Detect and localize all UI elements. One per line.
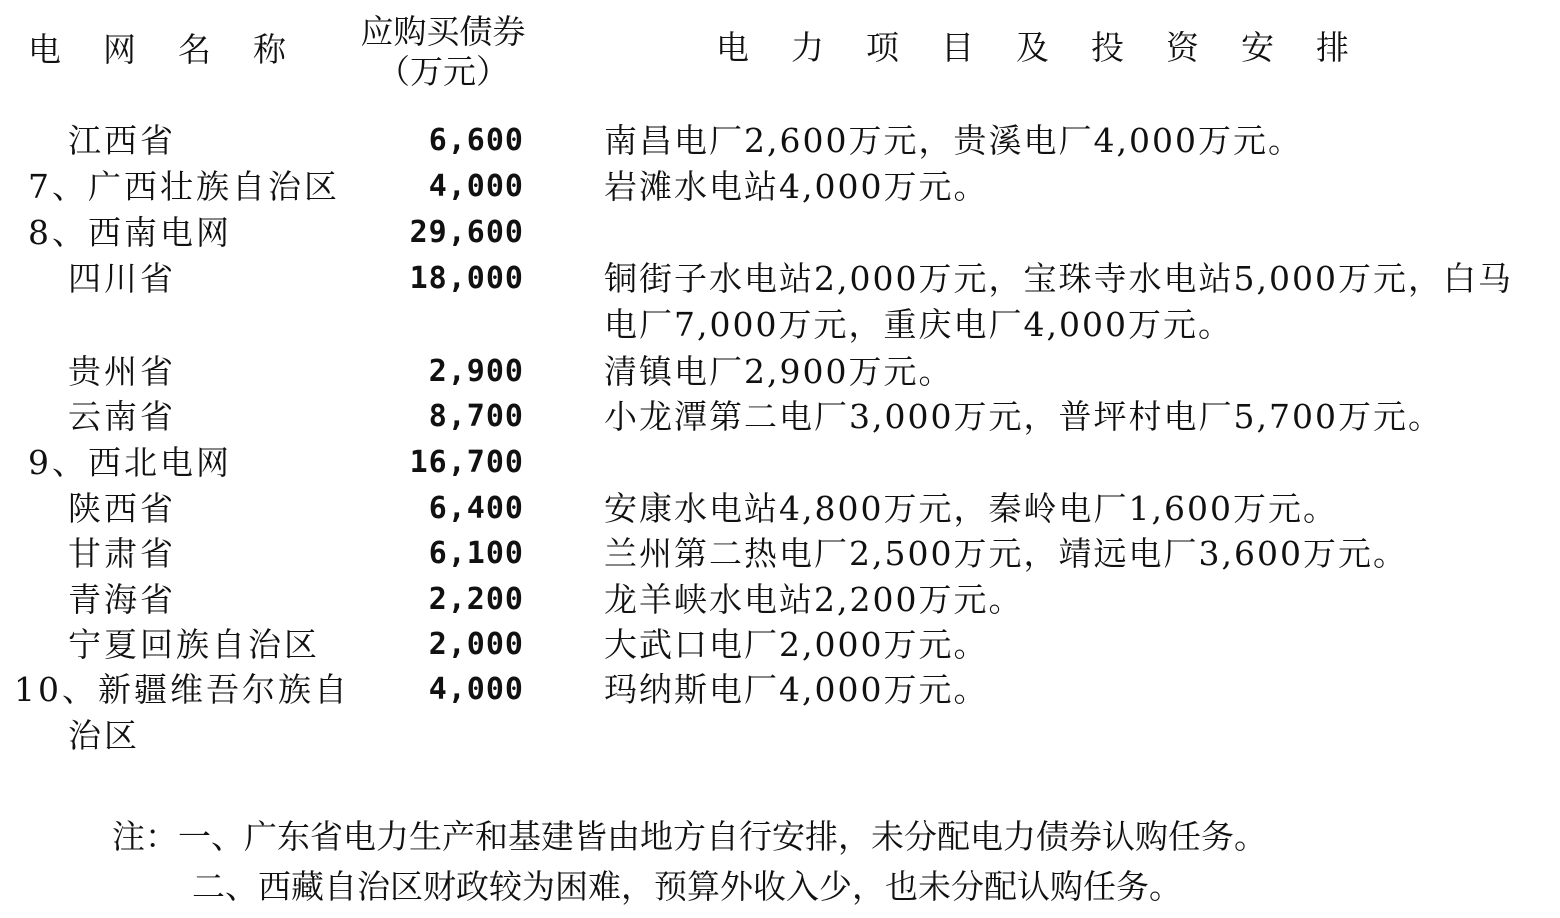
grid-name: 四川省 [68,259,176,298]
bond-amount: 6,100 [428,536,524,571]
project-allocation: 南昌电厂2,600万元，贵溪电厂4,000万元。 [604,121,1303,160]
project-allocation: 清镇电厂2,900万元。 [604,352,954,391]
bond-amount: 4,000 [428,672,524,707]
project-allocation: 玛纳斯电厂4,000万元。 [604,670,989,709]
project-allocation: 电厂7,000万元，重庆电厂4,000万元。 [604,305,1233,344]
column-header-bond-amount-unit: （万元） [377,52,509,91]
table-row [0,486,1560,532]
project-allocation: 龙羊峡水电站2,200万元。 [604,580,1024,619]
grid-name: 9、西北电网 [28,443,232,482]
table-row [0,302,1560,348]
project-allocation: 大武口电厂2,000万元。 [604,625,989,664]
table-row [0,394,1560,440]
table-row [0,577,1560,623]
project-allocation: 兰州第二热电厂2,500万元，靖远电厂3,600万元。 [604,534,1408,573]
grid-name: 8、西南电网 [28,213,232,252]
grid-name: 宁夏回族自治区 [68,625,320,664]
table-row [0,531,1560,577]
bond-amount: 6,600 [428,123,524,158]
grid-name: 江西省 [68,121,176,160]
grid-name: 7、广西壮族自治区 [28,167,340,206]
bond-amount: 2,900 [428,354,524,389]
table-row [0,349,1560,395]
grid-name: 云南省 [68,397,176,436]
table-row [0,256,1560,302]
column-header-bond-amount [348,14,538,90]
grid-name: 陕西省 [68,489,176,528]
project-allocation: 铜街子水电站2,000万元，宝珠寺水电站5,000万元，白马 [604,259,1513,298]
table-row [0,118,1560,164]
column-header-projects: 电力项目及投资安排 [716,28,1391,67]
footnotes [112,812,1267,912]
project-allocation: 岩滩水电站4,000万元。 [604,167,989,206]
project-allocation: 小龙潭第二电厂3,000万元，普坪村电厂5,700万元。 [604,397,1443,436]
table-row [0,713,1560,759]
bond-amount: 6,400 [428,491,524,526]
footnote-1: 注：一、广东省电力生产和基建皆由地方自行安排，未分配电力债券认购任务。 [112,817,1267,856]
footnote-2: 二、西藏自治区财政较为困难，预算外收入少，也未分配认购任务。 [192,867,1182,906]
table-row [0,164,1560,210]
grid-name: 治区 [68,716,140,755]
column-header-grid-name: 电网名称 [28,30,328,69]
project-allocation: 安康水电站4,800万元，秦岭电厂1,600万元。 [604,489,1338,528]
table-row [0,667,1560,713]
table-row [0,210,1560,256]
bond-amount: 2,200 [428,582,524,617]
bond-amount: 8,700 [428,399,524,434]
column-header-bond-amount-line1: 应购买债券 [360,12,526,51]
table-row [0,440,1560,486]
bond-amount: 4,000 [428,169,524,204]
table-row [0,622,1560,668]
bond-amount: 18,000 [409,261,524,296]
grid-name: 甘肃省 [68,534,176,573]
grid-name: 贵州省 [68,352,176,391]
grid-name: 青海省 [68,580,176,619]
bond-amount: 2,000 [428,627,524,662]
bond-amount: 29,600 [409,215,524,250]
grid-name: 10、新疆维吾尔族自 [14,670,350,709]
bond-amount: 16,700 [409,445,524,480]
